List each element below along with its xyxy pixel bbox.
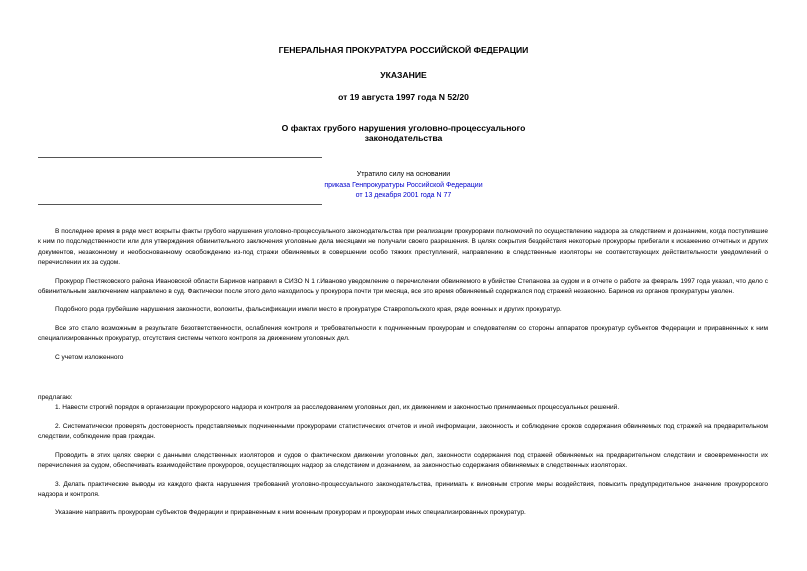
- org-name: ГЕНЕРАЛЬНАЯ ПРОКУРАТУРА РОССИЙСКОЙ ФЕДЕРАЦИИ: [278, 45, 529, 55]
- list-item: 1. Навести строгий порядок в организации прокурорского надзора и контроля за расследованием уголовных дел, их движением и законностью принимаемых процессуальных решений.: [55, 404, 620, 412]
- paragraph: Все это стало возможным в результате безответственности, ослабления контроля и требовательности к подчиненным прокурорам и следователям со стороны аппаратов прокуратур субъектов Федерации и приравненных к ним специализированных прокуратур, отсутствия системы четкого контроля за движением уголовных дел.: [38, 324, 768, 343]
- divider-top: [38, 157, 322, 158]
- paragraph: Подобного рода грубейшие нарушения законности, волокиты, фальсификации имели место в прокуратуре Ставропольского края, ряде военных и других прокуратур.: [55, 306, 562, 314]
- doc-date-number: от 19 августа 1997 года N 52/20: [338, 92, 469, 102]
- closing-paragraph: Указание направить прокурорам субъектов Федерации и приравненным к ним военным прокурорам и прокурорам иных специализированных прокуратур.: [55, 509, 526, 517]
- doc-type: УКАЗАНИЕ: [380, 70, 427, 80]
- list-item: 2. Систематически проверять достоверность представляемых подчиненными прокурорами статистических отчетов и иной информации, законность и соблюдение сроков содержания обвиняемых под стражей на предварительном следствии, соблюдение прав граждан.: [38, 422, 768, 441]
- doc-title-line1: О фактах грубого нарушения уголовно-процессуального: [281, 123, 526, 133]
- propose-label: предлагаю:: [38, 394, 73, 402]
- list-item: Проводить в этих целях сверки с данными следственных изоляторов и судов о фактическом движении уголовных дел, законности содержания под стражей обвиняемых на предварительном следствии и своевременности их перечисления за судом, обеспечивать взаимодействие прокуроров, осуществляющих надзор за следствием и дознанием, за законностью содержания обвиняемых в следственных изоляторах.: [38, 451, 768, 470]
- repeal-order-date-link[interactable]: от 13 декабря 2001 года N 77: [355, 192, 452, 199]
- paragraph: С учетом изложенного: [55, 353, 124, 361]
- repeal-order-link[interactable]: приказа Генпрокуратуры Российской Федерации: [324, 181, 483, 189]
- list-item: 3. Делать практические выводы из каждого факта нарушения требований уголовно-процессуального законодательства, принимать к виновным строгие меры воздействия, повысить предупредительное значение прокурорского надзора и контроля.: [38, 480, 768, 498]
- paragraph: Прокурор Пестяковского района Ивановской области Баринов направил в СИЗО N 1 г.Иваново уведомление о перечислении обвиняемого в убийстве Степанова за судом и в отчете о работе за февраль 1997 года указал, что дело с обвинительным заключением направлено в суд. Фактически после этого дело находилось у прокурора почти три месяца, все это время обвиняемый содержался под стражей незаконно. Баринов из органов прокуратуры уволен.: [38, 277, 768, 296]
- doc-title-line2: законодательства: [364, 133, 443, 143]
- status-note-text: Утратило силу на основании: [356, 171, 451, 178]
- paragraph: В последнее время в ряде мест вскрыты факты грубого нарушения уголовно-процессуального законодательства при реализации прокурорами полномочий по осуществлению надзора за следствием и дознанием, когда поступившие к ним по подследственности или для утверждения обвинительного заключения уголовные дела месяцами не получали своего разрешения. В целях сокрытия бездействия некоторые прокуроры прибегали к искажению отчетных и других документов, незаконному и необоснованному освобождению из-под стражи обвиняемых в совершении особо тяжких преступлений, направлению в следственные изоляторы не соответствующих действительности уведомлений о перечислении их за судом.: [38, 228, 768, 267]
- divider-bottom: [38, 204, 322, 205]
- document-body: [38, 227, 768, 519]
- status-note: [0, 170, 807, 202]
